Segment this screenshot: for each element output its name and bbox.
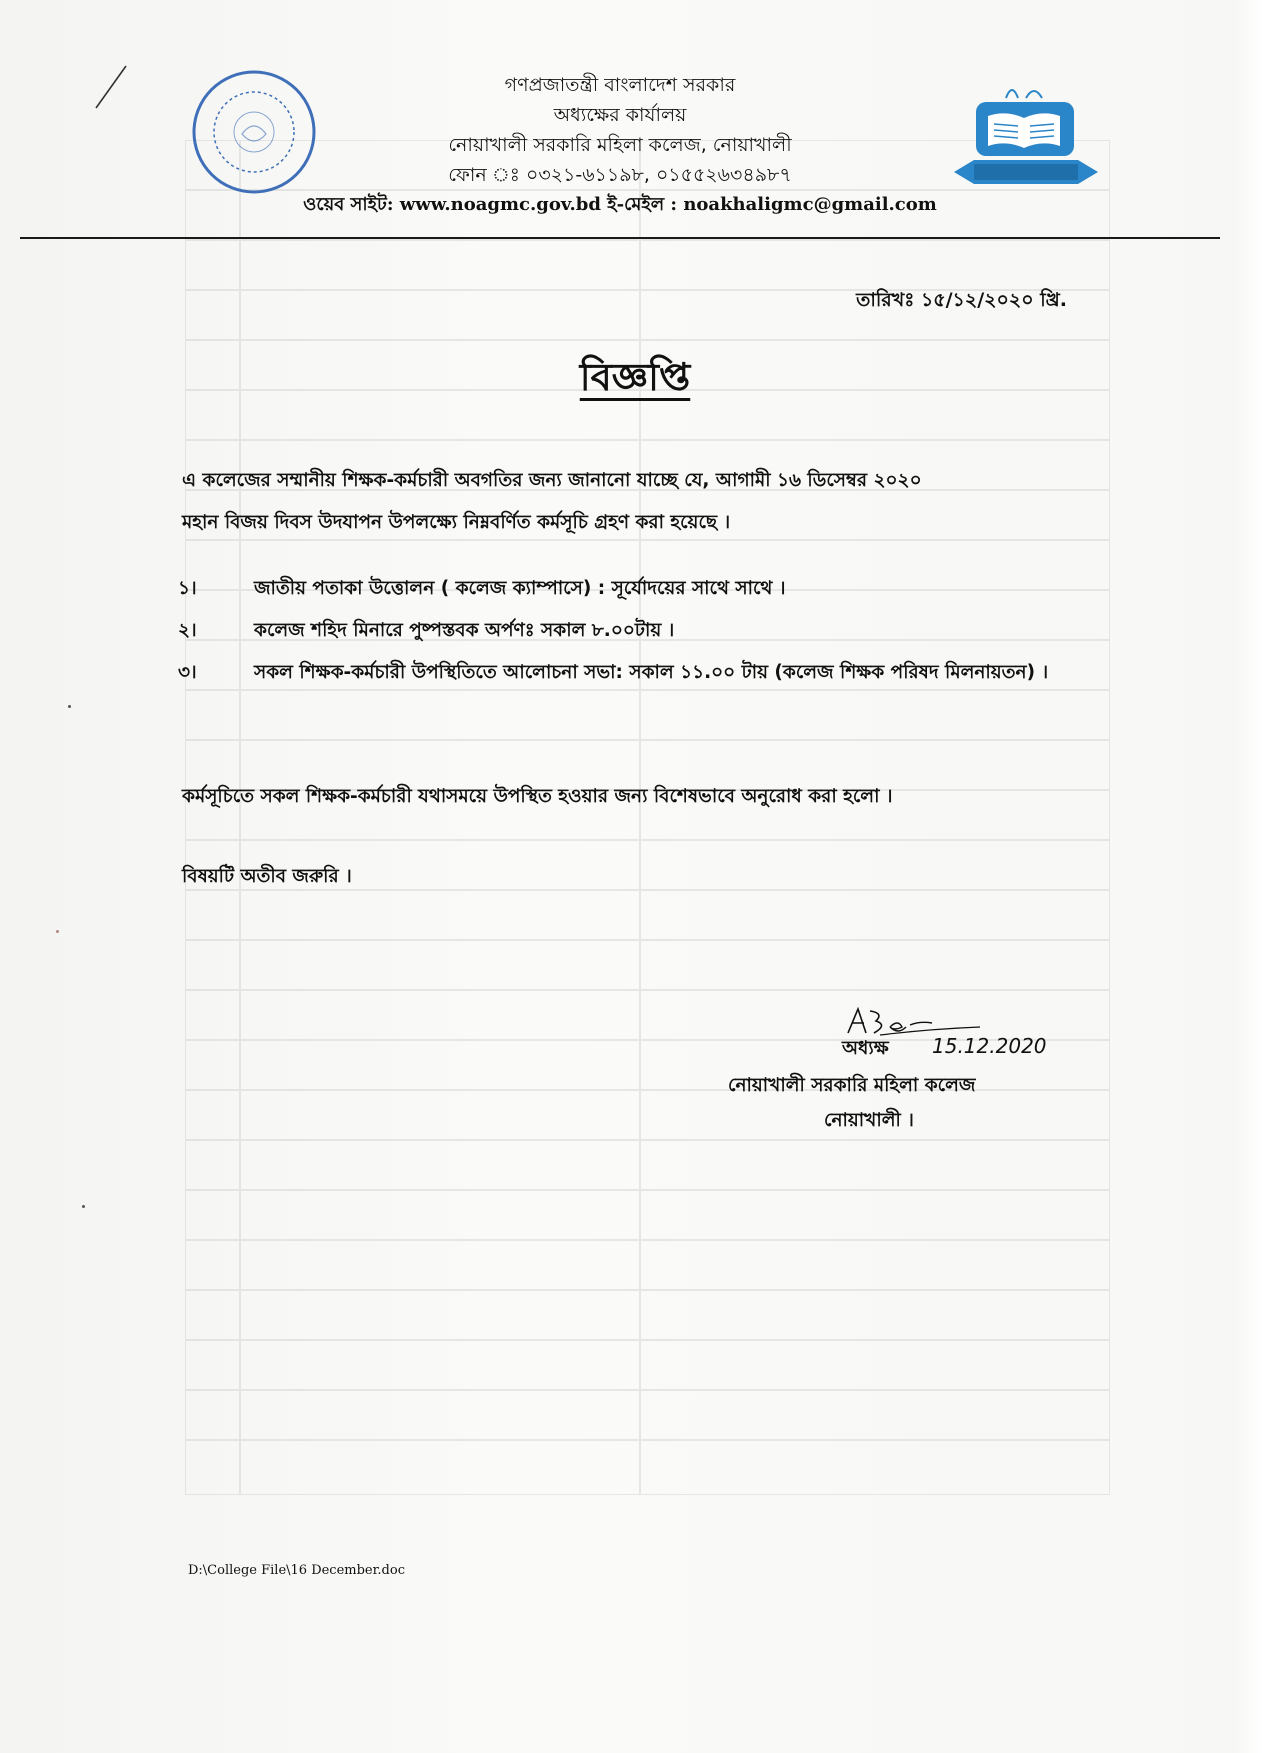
header-web-email-line: ওয়েব সাইট: www.noagmc.gov.bd ই-মেইল : noakhaligmc@gmail.com	[303, 194, 937, 215]
paper-edge	[1235, 0, 1275, 1753]
signature-date: 15.12.2020	[932, 1034, 1047, 1058]
program-item	[178, 568, 1098, 610]
program-text: সকল শিক্ষক-কর্মচারী উপস্থিতিতে আলোচনা সভা: সকাল ১১.০০ টায় (কলেজ শিক্ষক পরিষদ মিলনায়তন) ।	[254, 662, 1049, 683]
header-government-line: গণপ্রজাতন্ত্রী বাংলাদেশ সরকার	[504, 74, 736, 96]
letterhead	[300, 70, 940, 220]
program-item	[178, 610, 1098, 652]
college-logo-icon	[948, 72, 1104, 200]
header-office-line: অধ্যক্ষের কার্যালয়	[553, 104, 687, 126]
signatory-college: নোয়াখালী সরকারি মহিলা কলেজ	[728, 1075, 976, 1096]
program-number: ১।	[178, 578, 197, 599]
program-list	[178, 568, 1098, 694]
urgent-note: বিষয়টি অতীব জরুরি ।	[182, 866, 352, 887]
header-college-line: নোয়াখালী সরকারি মহিলা কলেজ, নোয়াখালী	[448, 134, 792, 156]
file-path-footer: D:\College File\16 December.doc	[188, 1563, 405, 1578]
header-phone-line: ফোন ঃ ০৩২১-৬১১৯৮, ০১৫৫২৬৩৪৯৮৭	[448, 164, 792, 186]
program-item	[178, 652, 1098, 694]
signatory-city: নোয়াখালী ।	[824, 1110, 914, 1131]
signatory-designation: অধ্যক্ষ	[842, 1038, 889, 1059]
bleed-through-table	[185, 140, 1110, 1495]
intro-line-1: এ কলেজের সম্মানীয় শিক্ষক-কর্মচারী অবগতির জন্য জানানো যাচ্ছে যে, আগামী ১৬ ডিসেম্বর ২০২০	[182, 470, 922, 491]
program-number: ২।	[178, 620, 197, 641]
pen-stroke-mark	[92, 62, 132, 112]
notice-intro	[182, 460, 1082, 544]
notice-date: তারিখঃ ১৫/১২/২০২০ খ্রি.	[856, 289, 1067, 311]
header-divider	[20, 237, 1220, 239]
program-text: জাতীয় পতাকা উত্তোলন ( কলেজ ক্যাম্পাসে) : সূর্যোদয়ের সাথে সাথে ।	[254, 578, 786, 599]
program-text: কলেজ শহিদ মিনারে পুষ্পস্তবক অর্পণঃ সকাল ৮.০০টায় ।	[254, 620, 675, 641]
intro-line-2: মহান বিজয় দিবস উদযাপন উপলক্ষ্যে নিম্নবর্ণিত কর্মসূচি গ্রহণ করা হয়েছে ।	[182, 512, 731, 533]
scan-speck	[56, 930, 59, 933]
program-number: ৩।	[178, 662, 197, 683]
attendance-request: কর্মসূচিতে সকল শিক্ষক-কর্মচারী যথাসময়ে উপস্থিত হওয়ার জন্য বিশেষভাবে অনুরোধ করা হলো ।	[182, 786, 893, 807]
scan-speck	[82, 1205, 85, 1208]
scan-speck	[68, 705, 71, 708]
notice-title: বিজ্ঞপ্তি	[579, 355, 691, 399]
government-seal-icon	[190, 68, 318, 196]
